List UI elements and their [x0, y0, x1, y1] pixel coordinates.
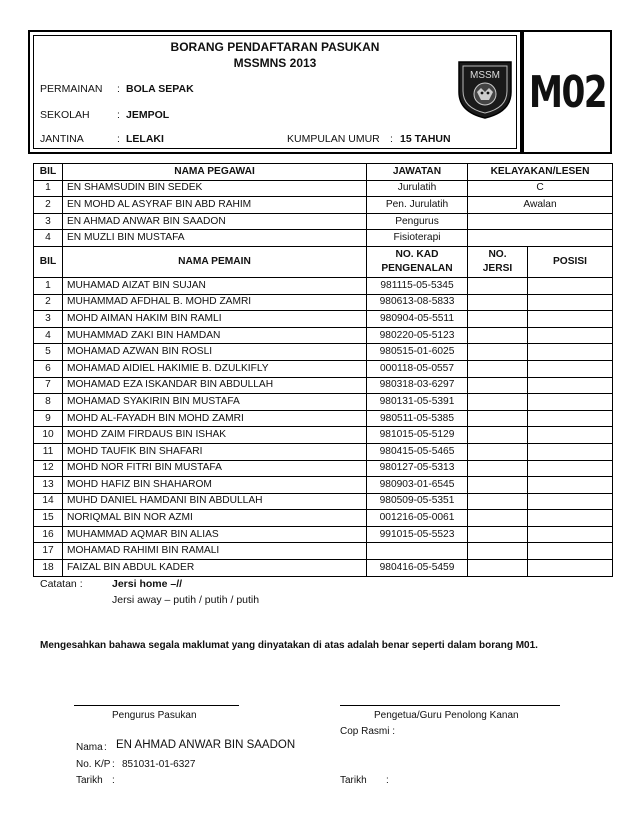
player-bil: 11 [34, 443, 63, 460]
player-jersi [468, 360, 528, 377]
player-posisi [528, 410, 613, 427]
col-bil: BIL [34, 164, 63, 181]
col-no-kad-line1: NO. KAD [395, 248, 439, 260]
player-posisi [528, 311, 613, 328]
col-jawatan: JAWATAN [367, 164, 468, 181]
official-jawatan: Pen. Jurulatih [367, 197, 468, 214]
jantina-value: LELAKI [126, 133, 164, 145]
cop-rasmi-label: Cop Rasmi : [340, 726, 396, 737]
kumpulan-value: 15 TAHUN [400, 133, 451, 145]
official-name: EN MOHD AL ASYRAF BIN ABD RAHIM [63, 197, 367, 214]
player-name: MOHD HAFIZ BIN SHAHAROM [63, 477, 367, 494]
player-jersi [468, 427, 528, 444]
nama-label: Nama [76, 742, 103, 753]
player-jersi [468, 443, 528, 460]
player-ic: 980131-05-5391 [367, 394, 468, 411]
player-bil: 6 [34, 360, 63, 377]
player-bil: 14 [34, 493, 63, 510]
player-jersi [468, 294, 528, 311]
player-row [34, 510, 613, 527]
official-bil: 1 [34, 180, 63, 197]
player-jersi [468, 477, 528, 494]
player-bil: 12 [34, 460, 63, 477]
players-header-row [34, 246, 613, 277]
player-jersi [468, 327, 528, 344]
col-no-kad-line2: PENGENALAN [381, 262, 453, 274]
player-posisi [528, 344, 613, 361]
player-posisi [528, 377, 613, 394]
player-ic: 980515-01-6025 [367, 344, 468, 361]
official-name: EN AHMAD ANWAR BIN SAADON [63, 213, 367, 230]
col-no-jersi-line1: NO. [488, 248, 507, 260]
player-bil: 16 [34, 526, 63, 543]
official-lesen: C [468, 180, 613, 197]
col-kelayakan: KELAYAKAN/LESEN [468, 164, 613, 181]
player-jersi [468, 460, 528, 477]
player-posisi [528, 394, 613, 411]
colon: : [390, 133, 393, 145]
player-row [34, 493, 613, 510]
registration-table [33, 163, 613, 577]
official-bil: 2 [34, 197, 63, 214]
signature-line-left [74, 705, 239, 706]
player-ic: 991015-05-5523 [367, 526, 468, 543]
player-name: MOHAMAD RAHIMI BIN RAMALI [63, 543, 367, 560]
colon: : [117, 109, 120, 121]
official-lesen: Awalan [468, 197, 613, 214]
player-posisi [528, 294, 613, 311]
colon: : [112, 759, 115, 770]
player-bil: 5 [34, 344, 63, 361]
sekolah-label: SEKOLAH [40, 109, 90, 121]
col-bil: BIL [34, 246, 63, 277]
mssm-logo-icon [455, 58, 515, 120]
tarikh-label: Tarikh [76, 775, 103, 786]
player-posisi [528, 493, 613, 510]
player-ic: 980903-01-6545 [367, 477, 468, 494]
player-bil: 10 [34, 427, 63, 444]
colon: : [104, 742, 107, 753]
player-ic [367, 543, 468, 560]
player-ic: 980509-05-5351 [367, 493, 468, 510]
player-row [34, 360, 613, 377]
colon: : [117, 133, 120, 145]
player-ic: 980415-05-5465 [367, 443, 468, 460]
logo-text: MSSM [470, 70, 500, 81]
player-name: MOHAMAD AZWAN BIN ROSLI [63, 344, 367, 361]
permainan-label: PERMAINAN [40, 83, 103, 95]
player-posisi [528, 543, 613, 560]
player-bil: 9 [34, 410, 63, 427]
player-name: MUHAMMAD AFDHAL B. MOHD ZAMRI [63, 294, 367, 311]
player-name: MUHAMAD AIZAT BIN SUJAN [63, 277, 367, 294]
player-ic: 981115-05-5345 [367, 277, 468, 294]
official-name: EN SHAMSUDIN BIN SEDEK [63, 180, 367, 197]
player-name: MOHD NOR FITRI BIN MUSTAFA [63, 460, 367, 477]
player-jersi [468, 493, 528, 510]
player-posisi [528, 460, 613, 477]
player-ic: 980511-05-5385 [367, 410, 468, 427]
player-name: MOHD TAUFIK BIN SHAFARI [63, 443, 367, 460]
player-row [34, 327, 613, 344]
player-jersi [468, 560, 528, 577]
officials-header-row [34, 164, 613, 181]
player-bil: 18 [34, 560, 63, 577]
player-name: MUHD DANIEL HAMDANI BIN ABDULLAH [63, 493, 367, 510]
permainan-value: BOLA SEPAK [126, 83, 194, 95]
player-row [34, 277, 613, 294]
player-posisi [528, 477, 613, 494]
player-row [34, 344, 613, 361]
player-row [34, 427, 613, 444]
player-name: MOHAMAD EZA ISKANDAR BIN ABDULLAH [63, 377, 367, 394]
kumpulan-label: KUMPULAN UMUR [287, 133, 380, 145]
col-nama-pemain: NAMA PEMAIN [63, 246, 367, 277]
player-row [34, 294, 613, 311]
official-lesen [468, 213, 613, 230]
player-posisi [528, 360, 613, 377]
player-bil: 3 [34, 311, 63, 328]
player-jersi [468, 377, 528, 394]
player-posisi [528, 510, 613, 527]
player-bil: 2 [34, 294, 63, 311]
player-jersi [468, 394, 528, 411]
official-jawatan: Jurulatih [367, 180, 468, 197]
player-posisi [528, 427, 613, 444]
player-row [34, 560, 613, 577]
jersi-away: Jersi away – putih / putih / putih [112, 594, 260, 606]
form-subtitle: MSSMNS 2013 [233, 56, 317, 70]
player-bil: 17 [34, 543, 63, 560]
form-code-box [522, 30, 612, 154]
player-row [34, 477, 613, 494]
player-row [34, 443, 613, 460]
player-ic: 980127-05-5313 [367, 460, 468, 477]
player-name: MOHAMAD AIDIEL HAKIMIE B. DZULKIFLY [63, 360, 367, 377]
player-bil: 1 [34, 277, 63, 294]
player-row [34, 460, 613, 477]
official-jawatan: Pengurus [367, 213, 468, 230]
col-no-kad [367, 246, 468, 277]
official-row [34, 180, 613, 197]
kp-label: No. K/P [76, 759, 111, 770]
player-name: FAIZAL BIN ABDUL KADER [63, 560, 367, 577]
player-jersi [468, 344, 528, 361]
colon: : [386, 775, 389, 786]
official-jawatan: Fisioterapi [367, 230, 468, 247]
player-posisi [528, 277, 613, 294]
player-posisi [528, 526, 613, 543]
official-row [34, 213, 613, 230]
player-name: MOHAMAD SYAKIRIN BIN MUSTAFA [63, 394, 367, 411]
player-posisi [528, 560, 613, 577]
signature-line-right [340, 705, 560, 706]
form-title: BORANG PENDAFTARAN PASUKAN [170, 40, 380, 54]
player-name: MOHD AIMAN HAKIM BIN RAMLI [63, 311, 367, 328]
nama-value: EN AHMAD ANWAR BIN SAADON [116, 739, 296, 751]
player-bil: 7 [34, 377, 63, 394]
col-no-jersi-line2: JERSI [482, 262, 513, 274]
player-ic: 980416-05-5459 [367, 560, 468, 577]
tarikh-right-label: Tarikh [340, 775, 367, 786]
player-name: MUHAMMAD AQMAR BIN ALIAS [63, 526, 367, 543]
official-name: EN MUZLI BIN MUSTAFA [63, 230, 367, 247]
jantina-label: JANTINA [40, 133, 84, 145]
player-bil: 8 [34, 394, 63, 411]
player-jersi [468, 311, 528, 328]
player-ic: 980613-08-5833 [367, 294, 468, 311]
form-code: M02 [528, 66, 606, 118]
official-bil: 4 [34, 230, 63, 247]
col-nama-pegawai: NAMA PEGAWAI [63, 164, 367, 181]
col-posisi: POSISI [528, 246, 613, 277]
player-jersi [468, 526, 528, 543]
official-row [34, 197, 613, 214]
player-posisi [528, 327, 613, 344]
player-ic: 000118-05-0557 [367, 360, 468, 377]
player-name: MOHD ZAIM FIRDAUS BIN ISHAK [63, 427, 367, 444]
player-bil: 4 [34, 327, 63, 344]
player-row [34, 543, 613, 560]
official-bil: 3 [34, 213, 63, 230]
player-ic: 001216-05-0061 [367, 510, 468, 527]
colon: : [117, 83, 120, 95]
jersi-home: Jersi home –// [112, 578, 183, 590]
catatan-label: Catatan : [40, 578, 83, 590]
player-jersi [468, 277, 528, 294]
colon: : [112, 775, 115, 786]
player-jersi [468, 410, 528, 427]
pengurus-label: Pengurus Pasukan [112, 710, 197, 721]
player-jersi [468, 510, 528, 527]
confirmation-text: Mengesahkan bahawa segala maklumat yang dinyatakan di atas adalah benar seperti dalam borang M01. [40, 640, 538, 651]
player-name: MUHAMMAD ZAKI BIN HAMDAN [63, 327, 367, 344]
player-posisi [528, 443, 613, 460]
sekolah-value: JEMPOL [126, 109, 170, 121]
official-row [34, 230, 613, 247]
player-name: MOHD AL-FAYADH BIN MOHD ZAMRI [63, 410, 367, 427]
player-row [34, 394, 613, 411]
player-bil: 15 [34, 510, 63, 527]
player-ic: 980220-05-5123 [367, 327, 468, 344]
player-row [34, 377, 613, 394]
official-lesen [468, 230, 613, 247]
player-bil: 13 [34, 477, 63, 494]
player-ic: 980904-05-5511 [367, 311, 468, 328]
player-row [34, 410, 613, 427]
player-name: NORIQMAL BIN NOR AZMI [63, 510, 367, 527]
player-ic: 981015-05-5129 [367, 427, 468, 444]
kp-value: 851031-01-6327 [122, 759, 196, 770]
col-no-jersi [468, 246, 528, 277]
pengetua-label: Pengetua/Guru Penolong Kanan [374, 710, 519, 721]
player-row [34, 526, 613, 543]
player-ic: 980318-03-6297 [367, 377, 468, 394]
player-row [34, 311, 613, 328]
player-jersi [468, 543, 528, 560]
